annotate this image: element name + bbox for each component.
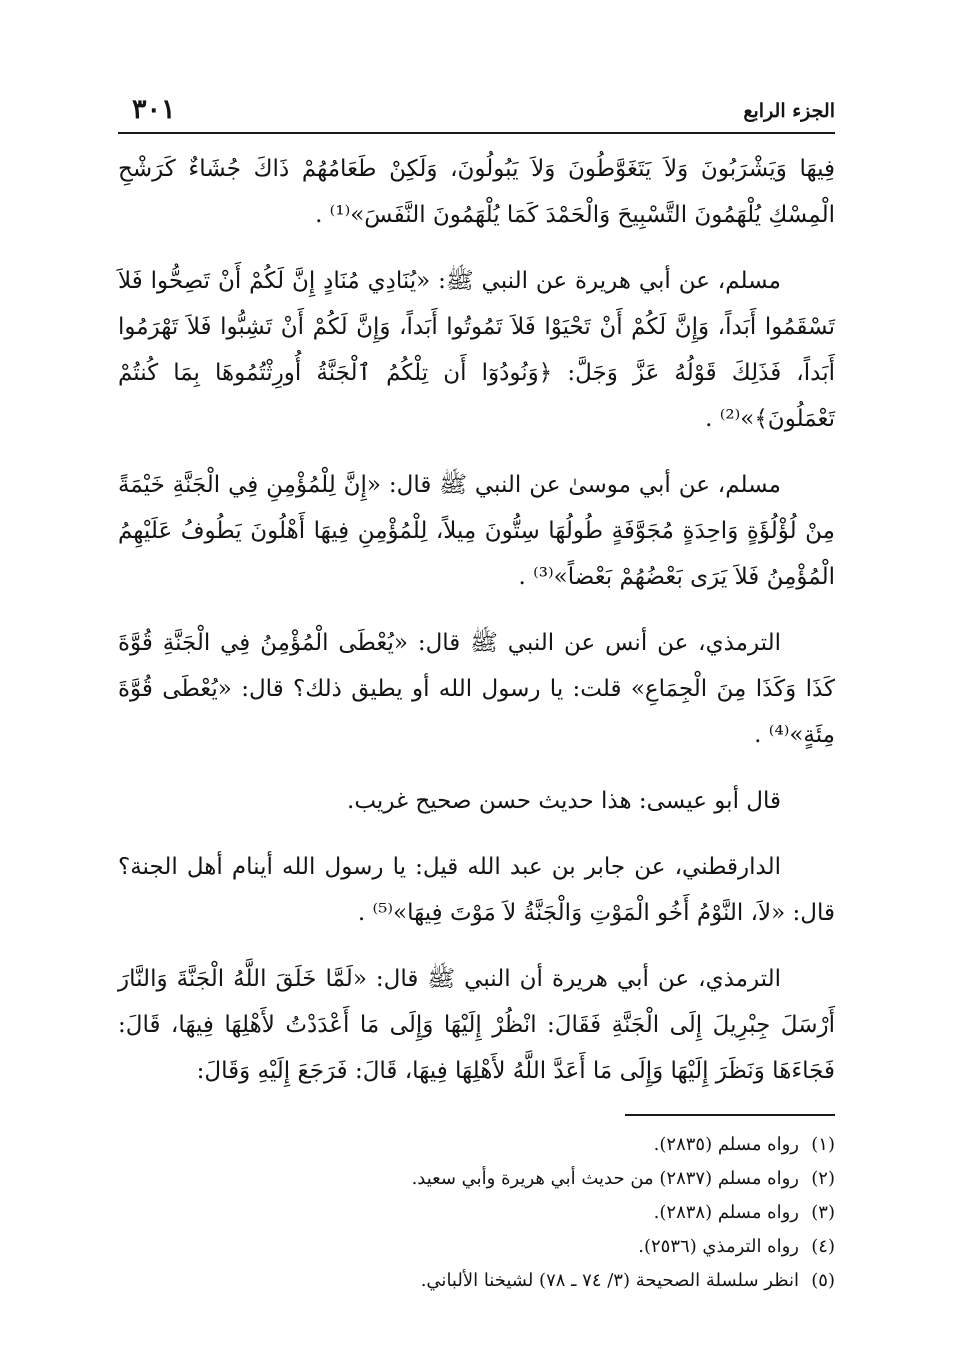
page-header <box>118 96 835 134</box>
book-page <box>118 96 835 1298</box>
paragraph: مسلم، عن أبي موسىٰ عن النبي ﷺ قال: «إِنَّ لِلْمُؤْمِنِ فِي الْجَنَّةِ خَيْمَةً مِنْ لُؤْلُؤَةٍ وَاحِدَةٍ مُجَوَّفَةٍ طُولُهَا سِتُّونَ مِيلاً، لِلْمُؤْمِنِ فِيهَا أَهْلُونَ يَطُوفُ عَلَيْهِمُ الْمُؤْمِنُ فَلاَ يَرَى بَعْضُهُمْ بَعْضاً»⁽³⁾ . <box>118 472 835 590</box>
footnote-number: (٣) <box>811 1202 835 1223</box>
footnote-text: رواه مسلم (٢٨٣٧) من حديث أبي هريرة وأبي سعيد. <box>411 1168 799 1189</box>
running-title: الجزء الرابع <box>743 100 835 122</box>
footnote <box>118 1162 835 1196</box>
footnote-number: (١) <box>811 1134 835 1155</box>
footnote-text: رواه مسلم (٢٨٣٥). <box>653 1134 799 1155</box>
footnote <box>118 1196 835 1230</box>
footnote-separator <box>625 1114 835 1116</box>
footnote-number: (٤) <box>811 1236 835 1257</box>
footnote-text: رواه الترمذي (٢٥٣٦). <box>638 1236 799 1257</box>
main-text <box>118 146 835 1094</box>
footnote <box>118 1264 835 1298</box>
paragraph: الدارقطني، عن جابر بن عبد الله قيل: يا رسول الله أينام أهل الجنة؟ قال: «لاَ، النَّوْمُ أَخُو الْمَوْتِ وَالْجَنَّةُ لاَ مَوْتَ فِيهَا»⁽⁵⁾ . <box>118 854 835 926</box>
paragraph: الترمذي، عن أنس عن النبي ﷺ قال: «يُعْطَى الْمُؤْمِنُ فِي الْجَنَّةِ قُوَّةَ كَذَا وَكَذَا مِنَ الْجِمَاعِ» قلت: يا رسول الله أو يطيق ذلك؟ قال: «يُعْطَى قُوَّةَ مِئَةٍ»⁽⁴⁾ . <box>118 630 835 748</box>
page-number: ٣٠١ <box>132 94 176 125</box>
footnote-number: (٢) <box>811 1168 835 1189</box>
paragraph: قال أبو عيسى: هذا حديث حسن صحيح غريب. <box>347 788 781 814</box>
paragraph: مسلم، عن أبي هريرة عن النبي ﷺ: «يُنَادِي مُنَادٍ إِنَّ لَكُمْ أَنْ تَصِحُّوا فَلاَ تَسْقَمُوا أَبَداً، وَإِنَّ لَكُمْ أَنْ تَحْيَوْا فَلاَ تَمُوتُوا أَبَداً، وَإِنَّ لَكُمْ أَنْ تَشِبُّوا فَلاَ تَهْرَمُوا أَبَداً، فَذَلِكَ قَوْلُهُ عَزَّ وَجَلَّ: ﴿وَنُودُوٓا أَن تِلْكُمُ ٱلْجَنَّةُ أُورِثْتُمُوهَا بِمَا كُنتُمْ تَعْمَلُونَ﴾»⁽²⁾ . <box>118 268 835 432</box>
footnote <box>118 1230 835 1264</box>
footnote-number: (٥) <box>811 1270 835 1291</box>
footnote-text: انظر سلسلة الصحيحة (٣/ ٧٤ ـ ٧٨) لشيخنا الألباني. <box>420 1270 799 1291</box>
footnote <box>118 1128 835 1162</box>
paragraph: الترمذي، عن أبي هريرة أن النبي ﷺ قال: «لَمَّا خَلَقَ اللَّهُ الْجَنَّةَ وَالنَّارَ أَرْسَلَ جِبْرِيلَ إِلَى الْجَنَّةِ فَقَالَ: انْظُرْ إِلَيْهَا وَإِلَى مَا أَعْدَدْتُ لأَهْلِهَا فِيهَا، قَالَ: فَجَاءَهَا وَنَظَرَ إِلَيْهَا وَإِلَى مَا أَعَدَّ اللَّهُ لأَهْلِهَا فِيهَا، قَالَ: فَرَجَعَ إِلَيْهِ وَقَالَ: <box>118 966 835 1084</box>
paragraph: فِيهَا وَيَشْرَبُونَ وَلاَ يَتَغَوَّطُونَ وَلاَ يَبُولُونَ، وَلَكِنْ طَعَامُهُمْ ذَاكَ جُشَاءٌ كَرَشْحِ الْمِسْكِ يُلْهَمُونَ التَّسْبِيحَ وَالْحَمْدَ كَمَا يُلْهَمُونَ النَّفَسَ»⁽¹⁾ . <box>118 156 835 228</box>
footnotes <box>118 1128 835 1298</box>
footnote-text: رواه مسلم (٢٨٣٨). <box>653 1202 799 1223</box>
